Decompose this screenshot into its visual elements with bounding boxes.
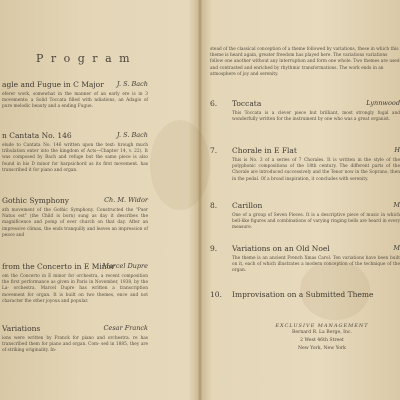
item-description: eferer work, somewhat in the manner of an early ere is in 3 movements: a Solid Toccata filled with ndiations, an Adagio of pure melodic beauty and a ending Fugue. bbox=[2, 92, 148, 110]
item-description: This is No. 3 of a series of 7 Chorales. It is written in the style of the polyphonic compositions of the 18th century. The different parts of the Chorale are introduced successively and the Tenor now in the Soprano, then in the pedal. Of a broad inspiration, it concludes with serenity. bbox=[232, 158, 400, 182]
program-item bbox=[2, 131, 148, 174]
continued-text: stead of the classical conception of a theme followed by variations, these in which this theme is heard again, greater freedom has played here. The variations variations follow one another without any interruption and form one whole. Two themes are used and contrasted and enriched by rhythmic transformations. The work ends in an atmosphere of joy and serenity. bbox=[210, 47, 400, 77]
management-company: Bernard R. La Berge, Inc. bbox=[292, 330, 352, 335]
item-composer: Ch. M. Widor bbox=[104, 196, 148, 204]
item-description: om the Concerto in E minor for orchestra, a recent composition the first performance as given in Paris in November, 1938, by the La- orchestra. Marcel Dupre has written a transcription movement for organ. It is built on two themes, ence and not character the other joyous and popular. bbox=[2, 274, 148, 304]
item-number: 10. bbox=[210, 290, 222, 299]
item-composer: Lynnwood bbox=[366, 99, 400, 107]
item-composer: H bbox=[394, 146, 400, 154]
item-title: Variations on an Old Noel bbox=[232, 244, 330, 253]
program-item bbox=[210, 146, 400, 183]
item-title: Chorale in E Flat bbox=[232, 146, 297, 155]
item-description: The theme is an ancient French Xmas Carol. Ten variations have been built on it, each of which illustrates a modern conception of the technique of the organ. bbox=[232, 256, 400, 274]
management-city: New York, New York bbox=[298, 346, 346, 351]
item-title: Improvisation on a Submitted Theme bbox=[232, 290, 374, 299]
program-item bbox=[2, 262, 148, 305]
program-item bbox=[2, 324, 148, 355]
item-composer: J. S. Bach bbox=[116, 80, 148, 88]
management-block bbox=[262, 323, 382, 353]
program-item bbox=[2, 80, 148, 111]
item-composer: Marcel Dupre bbox=[102, 262, 148, 270]
program-title: P r o g r a m bbox=[36, 52, 132, 65]
right-page bbox=[202, 0, 400, 400]
item-title: from the Concerto in E Minor bbox=[2, 262, 115, 271]
item-number: 8. bbox=[210, 201, 218, 210]
program-item bbox=[210, 99, 400, 123]
item-title: Variations bbox=[2, 324, 41, 333]
item-composer: M bbox=[393, 244, 400, 252]
item-number: 7. bbox=[210, 146, 218, 155]
item-composer: Cesar Franck bbox=[103, 324, 148, 332]
left-page bbox=[0, 0, 198, 400]
item-title: Gothic Symphony bbox=[2, 196, 70, 205]
item-title: agle and Fugue in C Major bbox=[2, 80, 104, 89]
program-item bbox=[2, 196, 148, 239]
item-number: 9. bbox=[210, 244, 218, 253]
program-item bbox=[210, 201, 400, 232]
program-item bbox=[210, 244, 400, 275]
item-title: n Cantata No. 146 bbox=[2, 131, 72, 140]
item-description: ions were written by Franck for piano and orchestra. re has transcribed them for piano and organ. Com- sed in 1885, they are of striking originality. In- bbox=[2, 336, 148, 354]
item-description: elude to Cantata No. 146 written upon the text: hrough much tribulation enter into the kingdom of Acts—Chapter 14, v. 22). It was composed by Bach and refuge but the same piece is also found in his D minor for harpsichord as its first movement. has transcribed it for piano and organ. bbox=[2, 143, 148, 173]
item-description: This Toccata is a clever piece but brilliant, most strongly fugal and wonderfully written for the instrument by one who was a great organist. bbox=[232, 111, 400, 123]
item-title: Carillon bbox=[232, 201, 263, 210]
management-street: 2 West 46th Street bbox=[300, 338, 344, 343]
program-item bbox=[210, 290, 400, 301]
item-composer: M bbox=[393, 201, 400, 209]
item-composer: J. S. Bach bbox=[116, 131, 148, 139]
item-description: ath movement of the Gothic Symphony. Constructed the "Puer Natus est" (the Child is born) sung as day it describes the magnificence and pomp of ever church on that day. After an impressive climax, the ends tranquilly and leaves an impression of peace and bbox=[2, 208, 148, 238]
item-number: 6. bbox=[210, 99, 218, 108]
item-description: One of a group of Seven Pieces. It is a descriptive piece of music in which bell-like figures and combinations of varying ringing bells are heard in every measure. bbox=[232, 213, 400, 231]
item-title: Toccata bbox=[232, 99, 262, 108]
management-label: EXCLUSIVE MANAGEMENT bbox=[275, 323, 369, 329]
